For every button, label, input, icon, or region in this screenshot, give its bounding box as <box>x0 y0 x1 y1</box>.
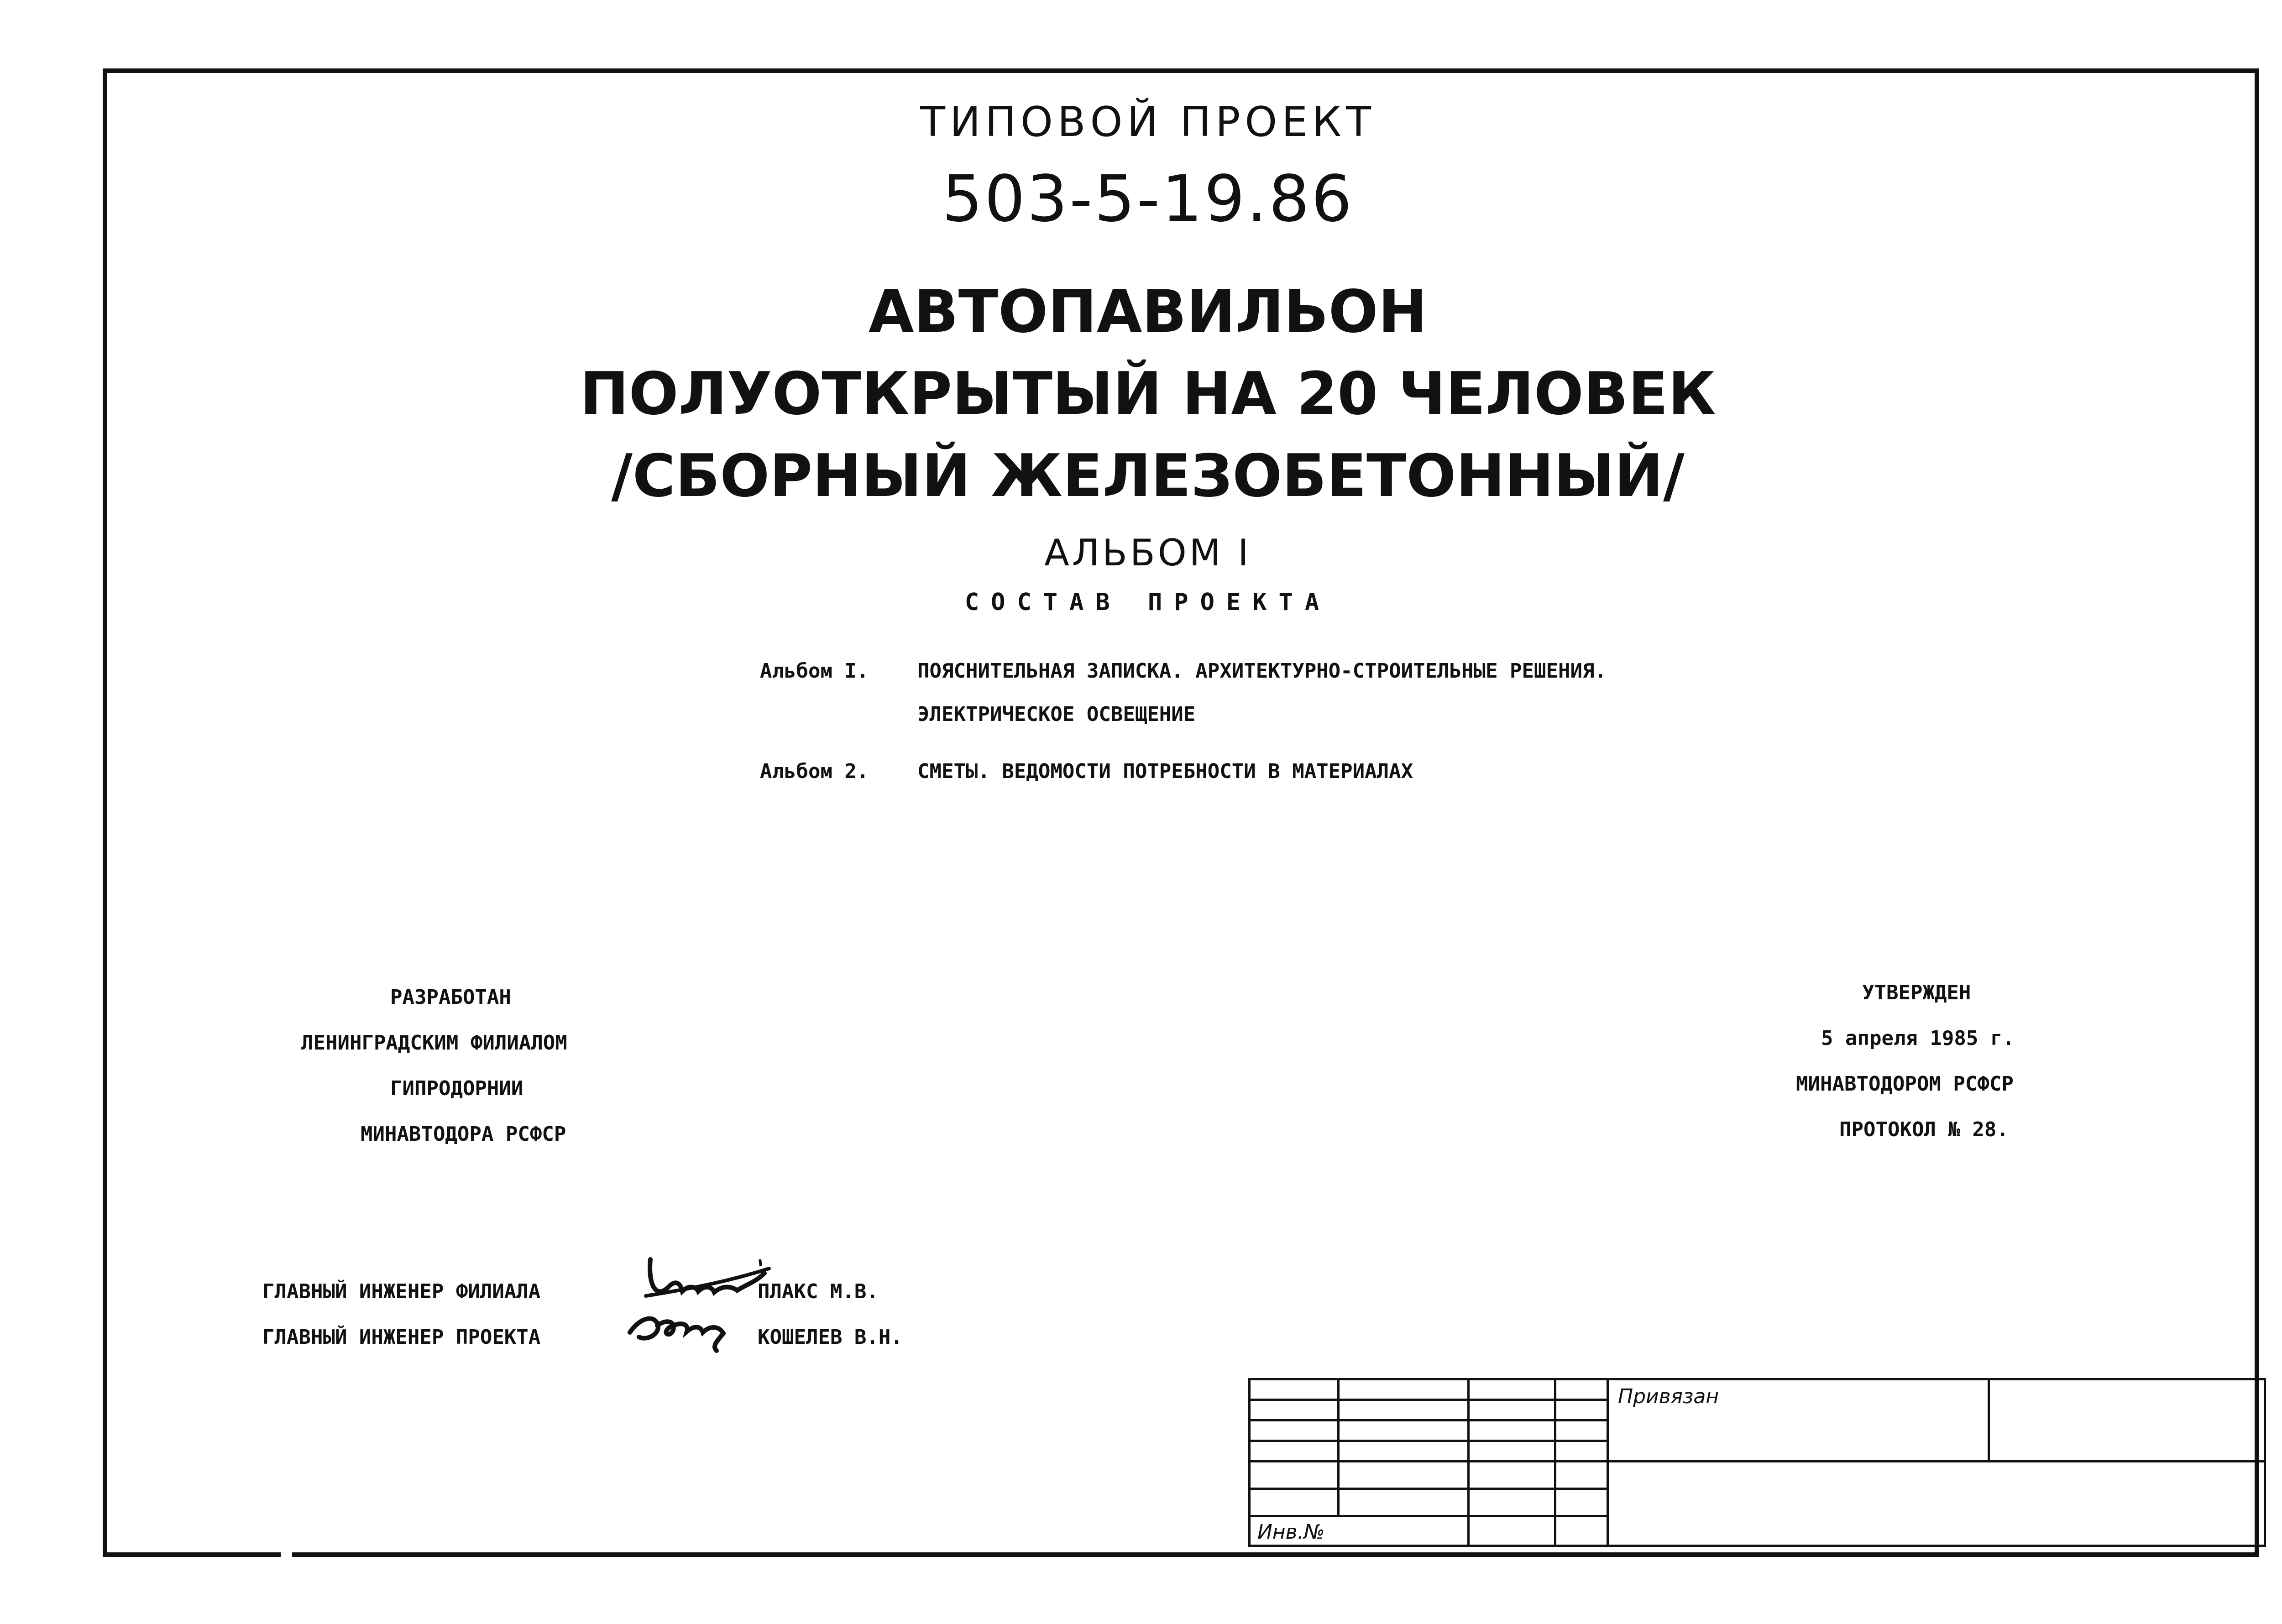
title-block-stamp <box>1248 1378 2266 1547</box>
album-label: АЛЬБОМ I <box>1044 532 1251 574</box>
composition-heading: СОСТАВ ПРОЕКТА <box>964 589 1331 616</box>
album-1-line-2: ЭЛЕКТРИЧЕСКОЕ ОСВЕЩЕНИЕ <box>917 703 1196 726</box>
chief-engineer-project-name: КОШЕЛЕВ В.Н. <box>758 1326 903 1349</box>
chief-engineer-project-role: ГЛАВНЫЙ ИНЖЕНЕР ПРОЕКТА <box>262 1326 541 1349</box>
developed-line-1: РАЗРАБОТАН <box>390 986 511 1009</box>
inventory-cell <box>1250 1516 1469 1546</box>
title-line-1: АВТОПАВИЛЬОН <box>869 278 1427 346</box>
bound-label: Привязан <box>1618 1385 1719 1408</box>
developed-line-4: МИНАВТОДОРА РСФСР <box>361 1123 566 1146</box>
project-number: 503-5-19.86 <box>942 162 1354 236</box>
title-line-3: /СБОРНЫЙ ЖЕЛЕЗОБЕТОННЫЙ/ <box>611 442 1685 510</box>
album-2-line-1: СМЕТЫ. ВЕДОМОСТИ ПОТРЕБНОСТИ В МАТЕРИАЛАХ <box>917 760 1413 783</box>
bound-cell <box>1608 1379 1989 1462</box>
signature-image-1 <box>637 1241 774 1310</box>
developed-line-2: ЛЕНИНГРАДСКИМ ФИЛИАЛОМ <box>301 1031 567 1055</box>
frame-bottom-line-right <box>292 1552 2259 1557</box>
album-1-line-1: ПОЯСНИТЕЛЬНАЯ ЗАПИСКА. АРХИТЕКТУРНО-СТРОИТЕЛЬНЫЕ РЕШЕНИЯ. <box>917 659 1607 683</box>
developed-line-3: ГИПРОДОРНИИ <box>390 1077 523 1100</box>
album-1-prefix: Альбом I. <box>760 659 869 683</box>
inventory-label: Инв.№ <box>1257 1520 1325 1544</box>
approved-line-3: МИНАВТОДОРОМ РСФСР <box>1796 1072 2014 1096</box>
frame-bottom-line-left <box>103 1552 281 1557</box>
album-2-prefix: Альбом 2. <box>760 760 869 783</box>
approved-line-2: 5 апреля 1985 г. <box>1821 1027 2015 1050</box>
signature-image-2 <box>625 1305 735 1355</box>
title-line-2: ПОЛУОТКРЫТЫЙ НА 20 ЧЕЛОВЕК <box>580 360 1716 428</box>
approved-line-1: УТВЕРЖДЕН <box>1862 981 1971 1004</box>
typical-project-label: ТИПОВОЙ ПРОЕКТ <box>920 98 1376 146</box>
approved-line-4: ПРОТОКОЛ № 28. <box>1839 1118 2009 1141</box>
chief-engineer-branch-role: ГЛАВНЫЙ ИНЖЕНЕР ФИЛИАЛА <box>262 1280 541 1303</box>
chief-engineer-branch-name: ПЛАКС М.В. <box>758 1280 879 1303</box>
